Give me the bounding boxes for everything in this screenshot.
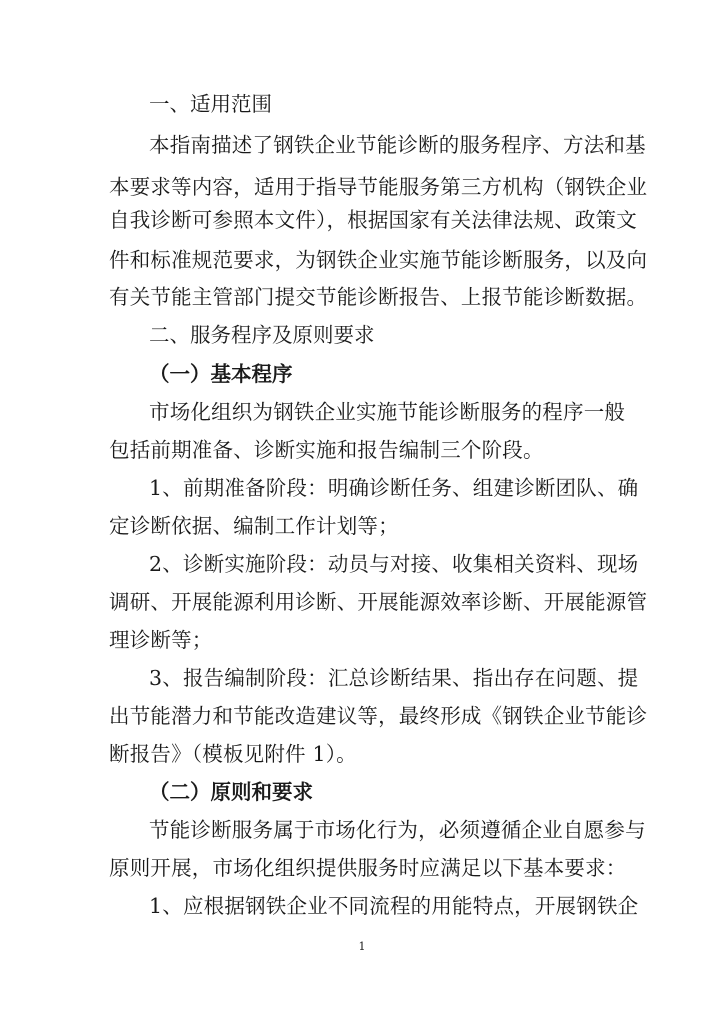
section-heading-scope: 一、适用范围 — [149, 92, 272, 116]
paragraph-line: 原则开展，市场化组织提供服务时应满足以下基本要求： — [109, 856, 627, 880]
list-item-line: 1、前期准备阶段：明确诊断任务、组建诊断团队、确 — [149, 476, 639, 500]
paragraph-line: 包括前期准备、诊断实施和报告编制三个阶段。 — [109, 438, 544, 462]
section-heading-procedure: 二、服务程序及原则要求 — [149, 323, 375, 347]
list-item-line: 调研、开展能源利用诊断、开展能源效率诊断、开展能源管 — [109, 590, 648, 614]
subsection-heading-principles: （二）原则和要求 — [149, 780, 313, 804]
paragraph-line: 节能诊断服务属于市场化行为，必须遵循企业自愿参与 — [149, 818, 646, 842]
list-item-line: 3、报告编制阶段：汇总诊断结果、指出存在问题、提 — [149, 666, 639, 690]
paragraph-line: 市场化组织为钢铁企业实施节能诊断服务的程序一般 — [149, 400, 626, 424]
list-item-line: 出节能潜力和节能改造建议等，最终形成《钢铁企业节能诊 — [109, 704, 648, 728]
paragraph-line: 件和标准规范要求，为钢铁企业实施节能诊断服务，以及向 — [109, 248, 648, 272]
list-item-line: 1、应根据钢铁企业不同流程的用能特点，开展钢铁企 — [149, 894, 639, 918]
paragraph-line: 有关节能主管部门提交节能诊断报告、上报节能诊断数据。 — [109, 285, 648, 309]
subsection-heading-basic-procedure: （一）基本程序 — [149, 362, 293, 386]
paragraph-line: 本指南描述了钢铁企业节能诊断的服务程序、方法和基 — [149, 133, 646, 157]
paragraph-line: 本要求等内容，适用于指导节能服务第三方机构（钢铁企业 — [109, 175, 648, 199]
paragraph-line: 自我诊断可参照本文件），根据国家有关法律法规、政策文 — [109, 208, 637, 232]
list-item-line: 断报告》（模板见附件 1）。 — [109, 742, 357, 766]
list-item-line: 理诊断等； — [109, 628, 213, 652]
page-number: 1 — [358, 940, 366, 953]
list-item-line: 2、诊断实施阶段：动员与对接、收集相关资料、现场 — [149, 552, 639, 576]
list-item-line: 定诊断依据、编制工作计划等； — [109, 514, 399, 538]
